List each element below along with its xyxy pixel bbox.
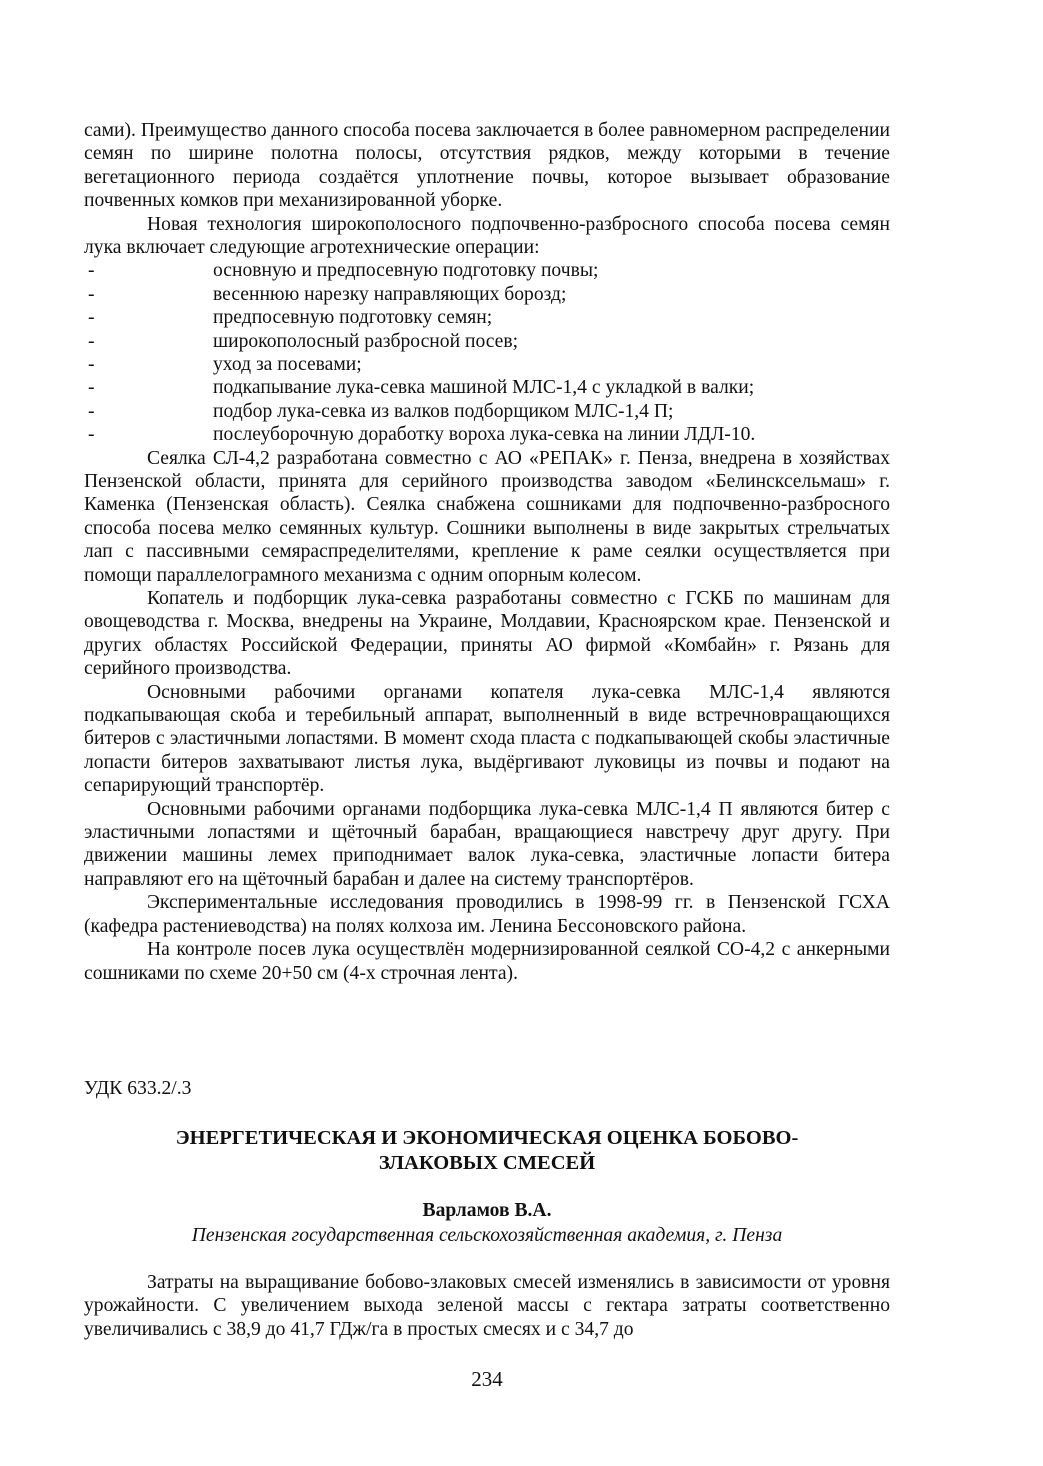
operation-text: предпосевную подготовку семян; — [213, 307, 493, 329]
article-affiliation: Пензенская государственная сельскохозяйственная академия, г. Пенза — [191, 1225, 783, 1246]
article-title-line-2: ЗЛАКОВЫХ СМЕСЕЙ — [378, 1152, 596, 1174]
article-author: Варламов В.А. — [422, 1200, 552, 1221]
operation-text: уход за посевами; — [213, 354, 362, 375]
operation-text: подкапывание лука-севка машиной МЛС-1,4 с укладкой в валки; — [213, 377, 755, 399]
udc-code: УДК 633.2/.3 — [84, 1078, 192, 1099]
article-body-block — [84, 1271, 890, 1341]
list-dash: - — [88, 283, 95, 305]
list-item — [84, 376, 890, 399]
article-title — [84, 1126, 890, 1176]
list-item — [84, 283, 890, 306]
operation-text: подбор лука-севка из валков подборщиком МЛС-1,4 П; — [213, 400, 674, 422]
list-dash: - — [88, 400, 95, 422]
top-text-block — [84, 119, 890, 985]
list-item — [84, 330, 890, 353]
list-dash: - — [88, 354, 95, 375]
list-item — [84, 259, 890, 282]
intro-paragraph: сами). Преимущество данного способа посева заключается в более равномерном распределении семян по ширине полотна полосы, отсутствия рядков, между которыми в течение вегетационного периода создаётся уплотнение почвы, которое вызывает образование почвенных комков при механизированной уборке. — [84, 120, 890, 212]
list-dash: - — [88, 307, 95, 329]
list-item — [84, 353, 890, 376]
list-dash: - — [88, 377, 95, 399]
digger-paragraph: Копатель и подборщик лука-севка разработаны совместно с ГСКБ по машинам для овощеводства г. Москва, внедрены на Украине, Молдавии, Красноярском крае. Пензенской и других областях Российской Федерации, приняты АО фирмой «Комбайн» г. Рязань для серийного производства. — [84, 588, 890, 680]
technology-paragraph: Новая технология широкополосного подпочвенно-разбросного способа посева семян лука включает следующие агротехнические операции: — [84, 213, 890, 259]
operation-text: весеннюю нарезку направляющих борозд; — [213, 283, 567, 305]
operation-text: основную и предпосевную подготовку почвы; — [213, 260, 599, 282]
operation-text: широкополосный разбросной посев; — [213, 330, 519, 352]
list-item — [84, 423, 890, 446]
list-dash: - — [88, 330, 95, 352]
digger-parts-paragraph: Основными рабочими органами копателя лука-севка МЛС-1,4 являются подкапывающая скоба и теребильный аппарат, выполненный в виде встречновращающихся битеров с эластичными лопастями. В момент схода пласта с подкапывающей скобы эластичные лопасти битеров захватывают листья лука, выдёргивают луковицы из почвы и подают на сепарирующий транспортёр. — [84, 681, 890, 797]
list-item — [84, 306, 890, 329]
article-title-line-1: ЭНЕРГЕТИЧЕСКАЯ И ЭКОНОМИЧЕСКАЯ ОЦЕНКА БОБОВО- — [175, 1127, 799, 1149]
article-body-paragraph: Затраты на выращивание бобово-злаковых смесей изменялись в зависимости от уровня урожайности. С увеличением выхода зеленой массы с гектара затраты соответственно увеличивались с 38,9 до 41,7 ГДж/га в простых смесях и с 34,7 до — [84, 1272, 890, 1340]
list-dash: - — [88, 260, 95, 282]
picker-parts-paragraph: Основными рабочими органами подборщика лука-севка МЛС-1,4 П являются битер с эластичными лопастями и щёточный барабан, вращающиеся навстречу друг другу. При движении машины лемех приподнимает валок лука-севка, эластичные лопасти битера направляют его на щёточный барабан и далее на систему транспортёров. — [84, 798, 890, 890]
page-number: 234 — [471, 1367, 503, 1391]
control-paragraph: На контроле посев лука осуществлён модернизированной сеялкой СО-4,2 с анкерными сошниками по схеме 20+50 см (4-х строчная лента). — [84, 939, 890, 984]
operations-list — [84, 259, 890, 446]
seeder-paragraph: Сеялка СЛ-4,2 разработана совместно с АО «РЕПАК» г. Пенза, внедрена в хозяйствах Пензенской области, принята для серийного производства заводом «Белинсксельмаш» г. Каменка (Пензенская область). Сеялка снабжена сошниками для подпочвенно-разбросного способа посева мелко семянных культур. Сошники выполнены в виде закрытых стрельчатых лап с пассивными семяраспределителями, крепление к раме сеялки осуществляется при помощи параллелограмного механизма с одним опорным колесом. — [84, 447, 890, 586]
operation-text: послеуборочную доработку вороха лука-севка на линии ЛДЛ-10. — [213, 424, 756, 446]
experiments-paragraph: Экспериментальные исследования проводились в 1998-99 гг. в Пензенской ГСХА (кафедра растениеводства) на полях колхоза им. Ленина Бессоновского района. — [84, 892, 890, 937]
list-item — [84, 400, 890, 423]
list-dash: - — [88, 424, 95, 446]
